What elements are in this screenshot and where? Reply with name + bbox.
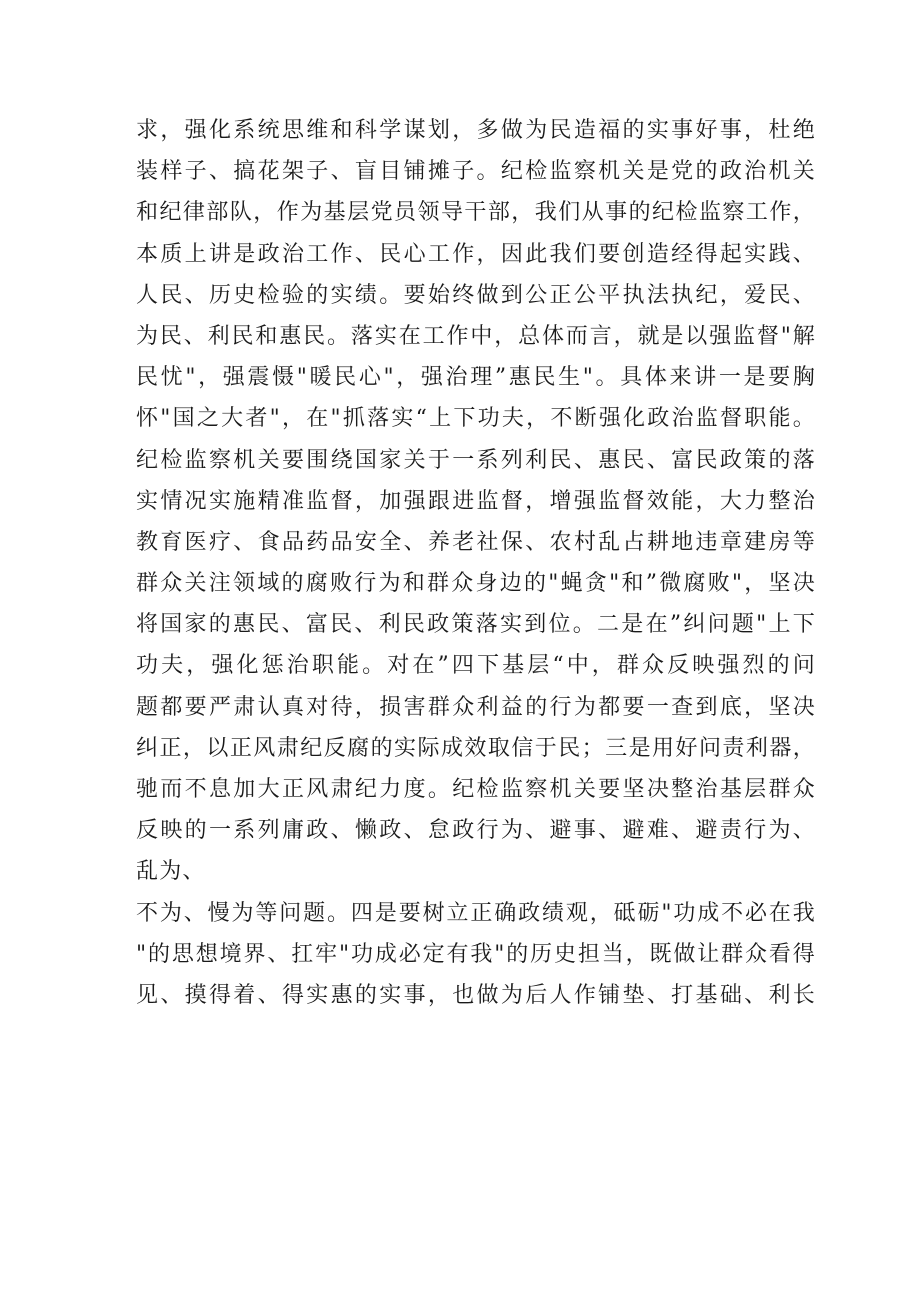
text-line-21: "的思想境界、扛牢"功成必定有我"的历史担当，既做让群众看得 — [136, 941, 816, 967]
text-line-9: 纪检监察机关要围绕国家关于一系列利民、惠民、富民政策的落 — [136, 447, 816, 473]
text-line-14: 功夫，强化惩治职能。对在”四下基层“中，群众反映强烈的问 — [136, 653, 816, 679]
text-line-17: 驰而不息加大正风肃纪力度。纪检监察机关要坚决整治基层群众 — [136, 777, 816, 802]
text-line-4: 本质上讲是政治工作、民心工作，因此我们要创造经得起实践、 — [136, 241, 816, 267]
text-line-6: 为民、利民和惠民。落实在工作中，总体而言，就是以强监督"解 — [136, 323, 816, 349]
text-line-19: 乱为、 — [136, 859, 206, 885]
text-line-13: 将国家的惠民、富民、利民政策落实到位。二是在”纠问题"上下 — [136, 612, 816, 638]
body-text — [136, 110, 816, 1016]
text-line-15: 题都要严肃认真对待，损害群众利益的行为都要一查到底，坚决 — [136, 694, 816, 720]
text-line-16: 纠正，以正风肃纪反腐的实际成效取信于民；三是用好问责利器， — [136, 735, 816, 761]
text-line-2: 装样子、搞花架子、盲目铺摊子。纪检监察机关是党的政治机关 — [136, 159, 816, 185]
text-line-20: 不为、慢为等问题。四是要树立正确政绩观，砥砺"功成不必在我 — [136, 900, 816, 926]
text-line-12: 群众关注领域的腐败行为和群众身边的"蝇贪"和”微腐败"，坚决 — [136, 571, 816, 597]
text-line-7: 民忧"，强震慑"暖民心"，强治理”惠民生"。具体来讲一是要胸 — [136, 365, 816, 391]
text-line-8: 怀"国之大者"，在"抓落实“上下功夫，不断强化政治监督职能。 — [136, 406, 816, 432]
text-line-18: 反映的一系列庸政、懒政、怠政行为、避事、避难、避责行为、 — [136, 818, 816, 844]
text-line-5: 人民、历史检验的实绩。要始终做到公正公平执法执纪，爱民、 — [136, 282, 816, 308]
text-line-10: 实情况实施精准监督，加强跟进监督，增强监督效能，大力整治 — [136, 488, 816, 514]
text-line-3: 和纪律部队，作为基层党员领导干部，我们从事的纪检监察工作， — [136, 200, 816, 226]
text-line-22: 见、摸得着、得实惠的实事，也做为后人作铺垫、打基础、利长 — [136, 982, 816, 1008]
text-line-11: 教育医疗、食品药品安全、养老社保、农村乱占耕地违章建房等 — [136, 529, 816, 555]
text-line-1: 求，强化系统思维和科学谋划，多做为民造福的实事好事，杜绝 — [136, 118, 816, 143]
